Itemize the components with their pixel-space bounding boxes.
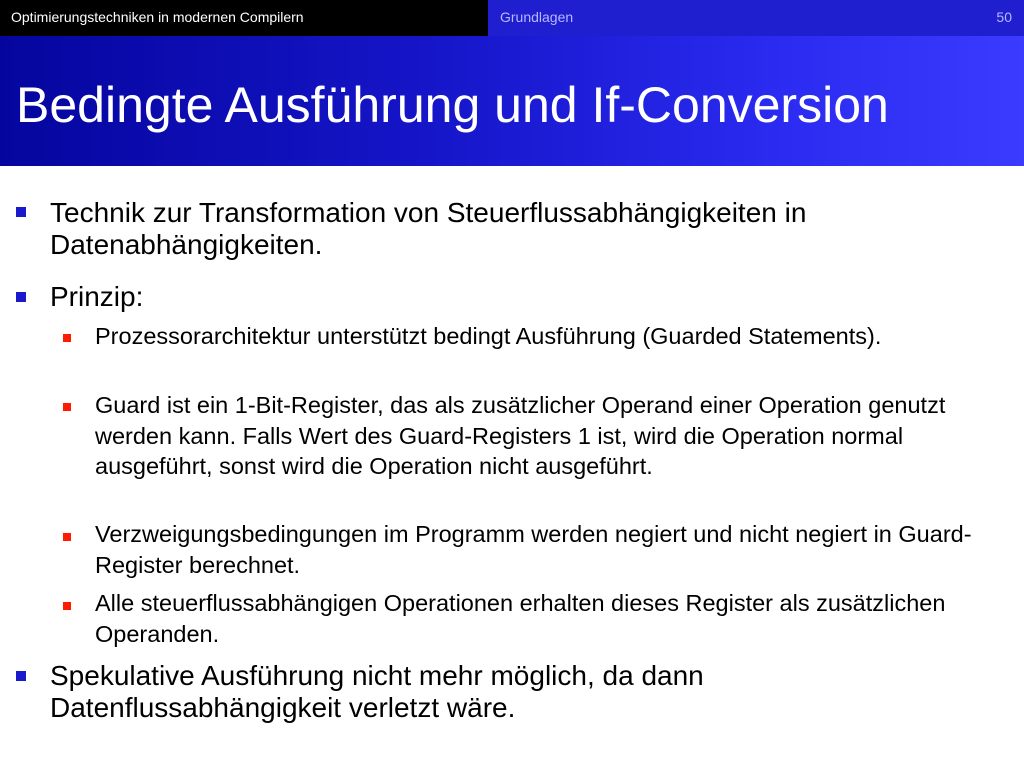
sub-bullet-square-icon	[63, 334, 71, 342]
sub-bullet-item: Verzweigungsbedingungen im Programm werden negiert und nicht negiert in Guard-Register berechnet.	[95, 521, 972, 578]
sub-bullet-item: Guard ist ein 1-Bit-Register, das als zusätzlicher Operand einer Operation genutzt werden kann. Falls Wert des Guard-Registers 1 ist, wird die Operation normal ausgeführt, sonst wird die Operation nicht ausgeführt.	[95, 392, 946, 479]
bullet-item: Technik zur Transformation von Steuerflussabhängigkeiten in Datenabhängigkeiten.	[50, 197, 807, 260]
bullet-square-icon	[16, 207, 26, 217]
sub-bullet-square-icon	[63, 602, 71, 610]
slide-title: Bedingte Ausführung und If-Conversion	[16, 77, 889, 133]
sub-bullet-item: Alle steuerflussabhängigen Operationen erhalten dieses Register als zusätzlichen Operanden.	[95, 590, 946, 647]
lecture-title: Optimierungstechniken in modernen Compilern	[0, 0, 488, 36]
page-number: 50	[996, 9, 1012, 25]
bullet-item: Spekulative Ausführung nicht mehr möglich, da dann Datenflussabhängigkeit verletzt wäre.	[50, 660, 704, 723]
header-bar	[0, 0, 1024, 36]
header-right	[488, 0, 1024, 36]
sub-bullet-square-icon	[63, 533, 71, 541]
section-name: Grundlagen	[500, 9, 574, 25]
sub-bullet-item: Prozessorarchitektur unterstützt bedingt Ausführung (Guarded Statements).	[95, 323, 882, 349]
bullet-square-icon	[16, 292, 26, 302]
title-band	[0, 36, 1024, 166]
sub-bullet-square-icon	[63, 403, 71, 411]
bullet-item: Prinzip:	[50, 281, 144, 312]
bullet-square-icon	[16, 671, 26, 681]
